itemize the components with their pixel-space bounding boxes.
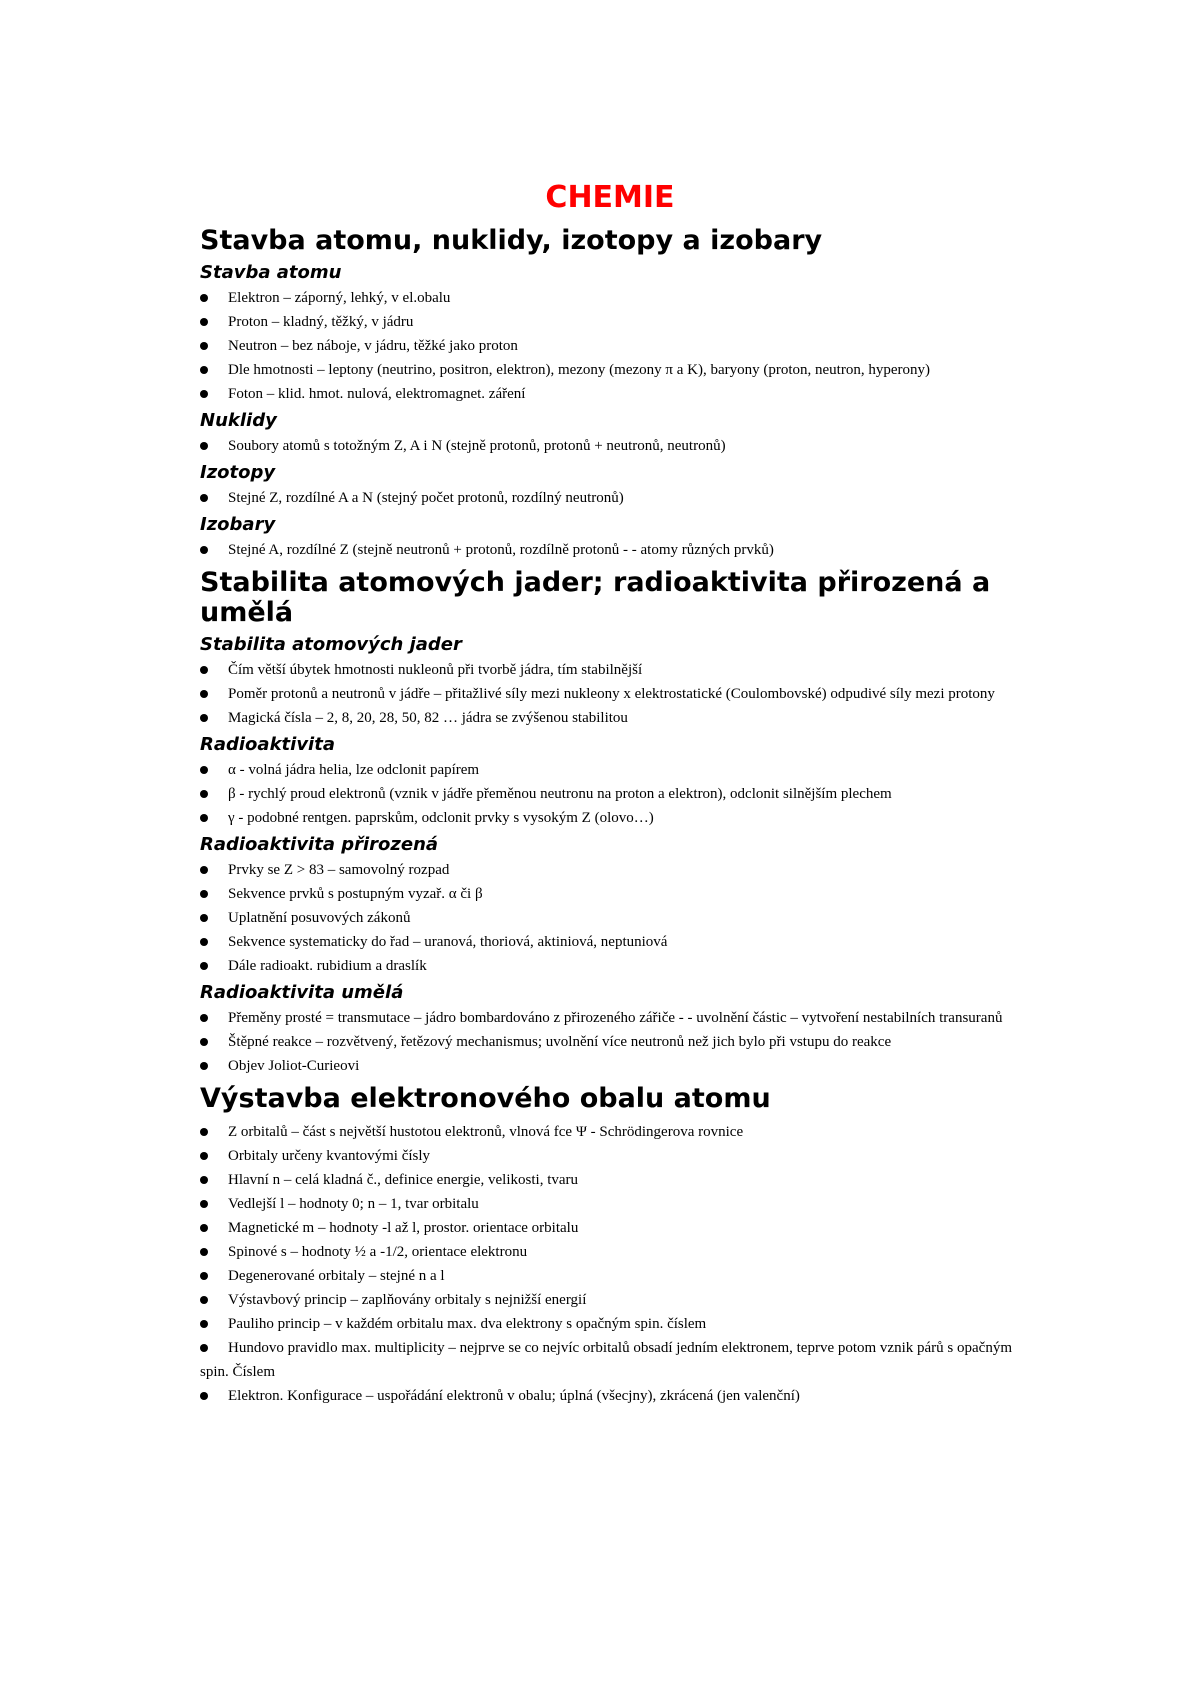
list-item xyxy=(200,382,1020,406)
list-item xyxy=(200,930,1020,954)
list-item-text: Stejné Z, rozdílné A a N (stejný počet protonů, rozdílný neutronů) xyxy=(228,490,624,506)
list-item-text: Sekvence prvků s postupným vyzař. α či β xyxy=(228,886,483,902)
section xyxy=(200,226,1020,562)
bullet-list xyxy=(200,1120,1020,1408)
list-item-text: Neutron – bez náboje, v jádru, těžké jako proton xyxy=(228,338,518,354)
bullet-icon xyxy=(200,1392,208,1400)
list-item xyxy=(200,706,1020,730)
list-item-text: Objev Joliot-Curieovi xyxy=(228,1058,360,1074)
list-item-text: Degenerované orbitaly – stejné n a l xyxy=(228,1268,445,1284)
section xyxy=(200,1084,1020,1408)
bullet-icon xyxy=(200,866,208,874)
subsection-heading: Radioaktivita xyxy=(200,734,335,755)
list-item xyxy=(200,1006,1020,1030)
bullet-icon xyxy=(200,1176,208,1184)
list-item-text: Štěpné reakce – rozvětvený, řetězový mechanismus; uvolnění více neutronů než jich bylo při vstupu do reakce xyxy=(228,1034,892,1050)
list-item xyxy=(200,758,1020,782)
bullet-icon xyxy=(200,714,208,722)
bullet-icon xyxy=(200,814,208,822)
list-item xyxy=(200,858,1020,882)
list-item-text: Prvky se Z > 83 – samovolný rozpad xyxy=(228,862,450,878)
bullet-icon xyxy=(200,1062,208,1070)
list-item-text: Uplatnění posuvových zákonů xyxy=(228,910,411,926)
bullet-icon xyxy=(200,1296,208,1304)
bullet-list xyxy=(200,758,1020,830)
subsection-heading: Izotopy xyxy=(200,462,276,483)
list-item-text: Elektron – záporný, lehký, v el.obalu xyxy=(228,290,451,306)
section-heading: Stabilita atomových jader; radioaktivita přirozená a umělá xyxy=(200,567,991,628)
bullet-icon xyxy=(200,914,208,922)
bullet-icon xyxy=(200,790,208,798)
bullet-icon xyxy=(200,1038,208,1046)
list-item-text: Proton – kladný, těžký, v jádru xyxy=(228,314,414,330)
bullet-icon xyxy=(200,890,208,898)
bullet-icon xyxy=(200,938,208,946)
bullet-icon xyxy=(200,390,208,398)
bullet-icon xyxy=(200,1152,208,1160)
list-item xyxy=(200,1168,1020,1192)
bullet-icon xyxy=(200,342,208,350)
list-item-text: Stejné A, rozdílné Z (stejně neutronů + protonů, rozdílně protonů - - atomy různých prvků) xyxy=(228,542,774,558)
list-item xyxy=(200,1240,1020,1264)
bullet-list xyxy=(200,658,1020,730)
bullet-icon xyxy=(200,666,208,674)
bullet-icon xyxy=(200,1200,208,1208)
list-item xyxy=(200,658,1020,682)
bullet-icon xyxy=(200,962,208,970)
list-item-text: Magnetické m – hodnoty -l až l, prostor. orientace orbitalu xyxy=(228,1220,579,1236)
list-item xyxy=(200,906,1020,930)
bullet-list xyxy=(200,434,1020,458)
bullet-icon xyxy=(200,1224,208,1232)
list-item xyxy=(200,806,1020,830)
bullet-icon xyxy=(200,318,208,326)
list-item xyxy=(200,334,1020,358)
list-item xyxy=(200,486,1020,510)
bullet-icon xyxy=(200,294,208,302)
list-item xyxy=(200,682,1020,706)
subsection-heading: Stavba atomu xyxy=(200,262,342,283)
list-item-text: Hundovo pravidlo max. multiplicity – nejprve se co nejvíc orbitalů obsadí jedním elektronem, teprve potom vznik párů s opačným spin. Číslem xyxy=(200,1340,1012,1380)
subsection-heading: Izobary xyxy=(200,514,276,535)
bullet-icon xyxy=(200,1344,208,1352)
bullet-icon xyxy=(200,1248,208,1256)
list-item-text: Přeměny prosté = transmutace – jádro bombardováno z přirozeného zářiče - - uvolnění částic – vytvoření nestabilních transuranů xyxy=(228,1010,1003,1026)
list-item xyxy=(200,538,1020,562)
bullet-icon xyxy=(200,1014,208,1022)
list-item-text: Pauliho princip – v každém orbitalu max. dva elektrony s opačným spin. číslem xyxy=(228,1316,707,1332)
subsection-heading: Stabilita atomových jader xyxy=(200,634,462,655)
list-item-text: Čím větší úbytek hmotnosti nukleonů při tvorbě jádra, tím stabilnější xyxy=(228,662,643,678)
list-item xyxy=(200,1144,1020,1168)
list-item xyxy=(200,1192,1020,1216)
section-heading: Výstavba elektronového obalu atomu xyxy=(200,1083,771,1114)
list-item-text: α - volná jádra helia, lze odclonit papírem xyxy=(228,762,480,778)
list-item xyxy=(200,310,1020,334)
list-item xyxy=(200,1120,1020,1144)
list-item-text: Sekvence systematicky do řad – uranová, thoriová, aktiniová, neptuniová xyxy=(228,934,668,950)
bullet-list xyxy=(200,538,1020,562)
list-item-text: Magická čísla – 2, 8, 20, 28, 50, 82 … jádra se zvýšenou stabilitou xyxy=(228,710,628,726)
list-item xyxy=(200,1384,1020,1408)
bullet-list xyxy=(200,286,1020,406)
list-item-text: Elektron. Konfigurace – uspořádání elektronů v obalu; úplná (všecjny), zkrácená (jen valenční) xyxy=(228,1388,800,1404)
document-title: CHEMIE xyxy=(545,180,675,215)
bullet-icon xyxy=(200,546,208,554)
list-item xyxy=(200,882,1020,906)
bullet-icon xyxy=(200,494,208,502)
subsection-heading: Radioaktivita umělá xyxy=(200,982,404,1003)
list-item-text: γ - podobné rentgen. paprskům, odclonit prvky s vysokým Z (olovo…) xyxy=(228,810,654,826)
list-item-text: Poměr protonů a neutronů v jádře – přitažlivé síly mezi nukleony x elektrostatické (Coulombovské) odpudivé síly mezi protony xyxy=(228,686,995,702)
bullet-list xyxy=(200,858,1020,978)
bullet-icon xyxy=(200,1128,208,1136)
bullet-list xyxy=(200,486,1020,510)
list-item-text: Foton – klid. hmot. nulová, elektromagnet. záření xyxy=(228,386,526,402)
list-item xyxy=(200,1312,1020,1336)
list-item-text: Dle hmotnosti – leptony (neutrino, positron, elektron), mezony (mezony π a K), baryony (proton, neutron, hyperony) xyxy=(228,362,930,378)
list-item-text: Vedlejší l – hodnoty 0; n – 1, tvar orbitalu xyxy=(228,1196,479,1212)
bullet-icon xyxy=(200,690,208,698)
list-item-text: Soubory atomů s totožným Z, A i N (stejně protonů, protonů + neutronů, neutronů) xyxy=(228,438,726,454)
list-item xyxy=(200,1288,1020,1312)
section xyxy=(200,568,1020,1078)
bullet-icon xyxy=(200,1320,208,1328)
list-item xyxy=(200,434,1020,458)
bullet-icon xyxy=(200,766,208,774)
list-item-text: Z orbitalů – část s největší hustotou elektronů, vlnová fce Ψ - Schrödingerova rovnice xyxy=(228,1124,744,1140)
list-item xyxy=(200,286,1020,310)
subsection-heading: Radioaktivita přirozená xyxy=(200,834,439,855)
list-item xyxy=(200,1216,1020,1240)
list-item-text: Dále radioakt. rubidium a draslík xyxy=(228,958,427,974)
list-item xyxy=(200,782,1020,806)
list-item xyxy=(200,1264,1020,1288)
list-item-text: Hlavní n – celá kladná č., definice energie, velikosti, tvaru xyxy=(228,1172,579,1188)
list-item-text: Orbitaly určeny kvantovými čísly xyxy=(228,1148,431,1164)
bullet-icon xyxy=(200,442,208,450)
list-item-text: Výstavbový princip – zaplňovány orbitaly s nejnižší energií xyxy=(228,1292,587,1308)
bullet-icon xyxy=(200,1272,208,1280)
section-heading: Stavba atomu, nuklidy, izotopy a izobary xyxy=(200,225,823,256)
subsection-heading: Nuklidy xyxy=(200,410,277,431)
bullet-icon xyxy=(200,366,208,374)
list-item xyxy=(200,954,1020,978)
list-item xyxy=(200,1336,1020,1384)
bullet-list xyxy=(200,1006,1020,1078)
list-item xyxy=(200,1030,1020,1054)
list-item-text: Spinové s – hodnoty ½ a -1/2, orientace elektronu xyxy=(228,1244,528,1260)
list-item-text: β - rychlý proud elektronů (vznik v jádře přeměnou neutronu na proton a elektron), odclonit silnějším plechem xyxy=(228,786,892,802)
document-content xyxy=(200,180,1020,1408)
list-item xyxy=(200,1054,1020,1078)
list-item xyxy=(200,358,1020,382)
